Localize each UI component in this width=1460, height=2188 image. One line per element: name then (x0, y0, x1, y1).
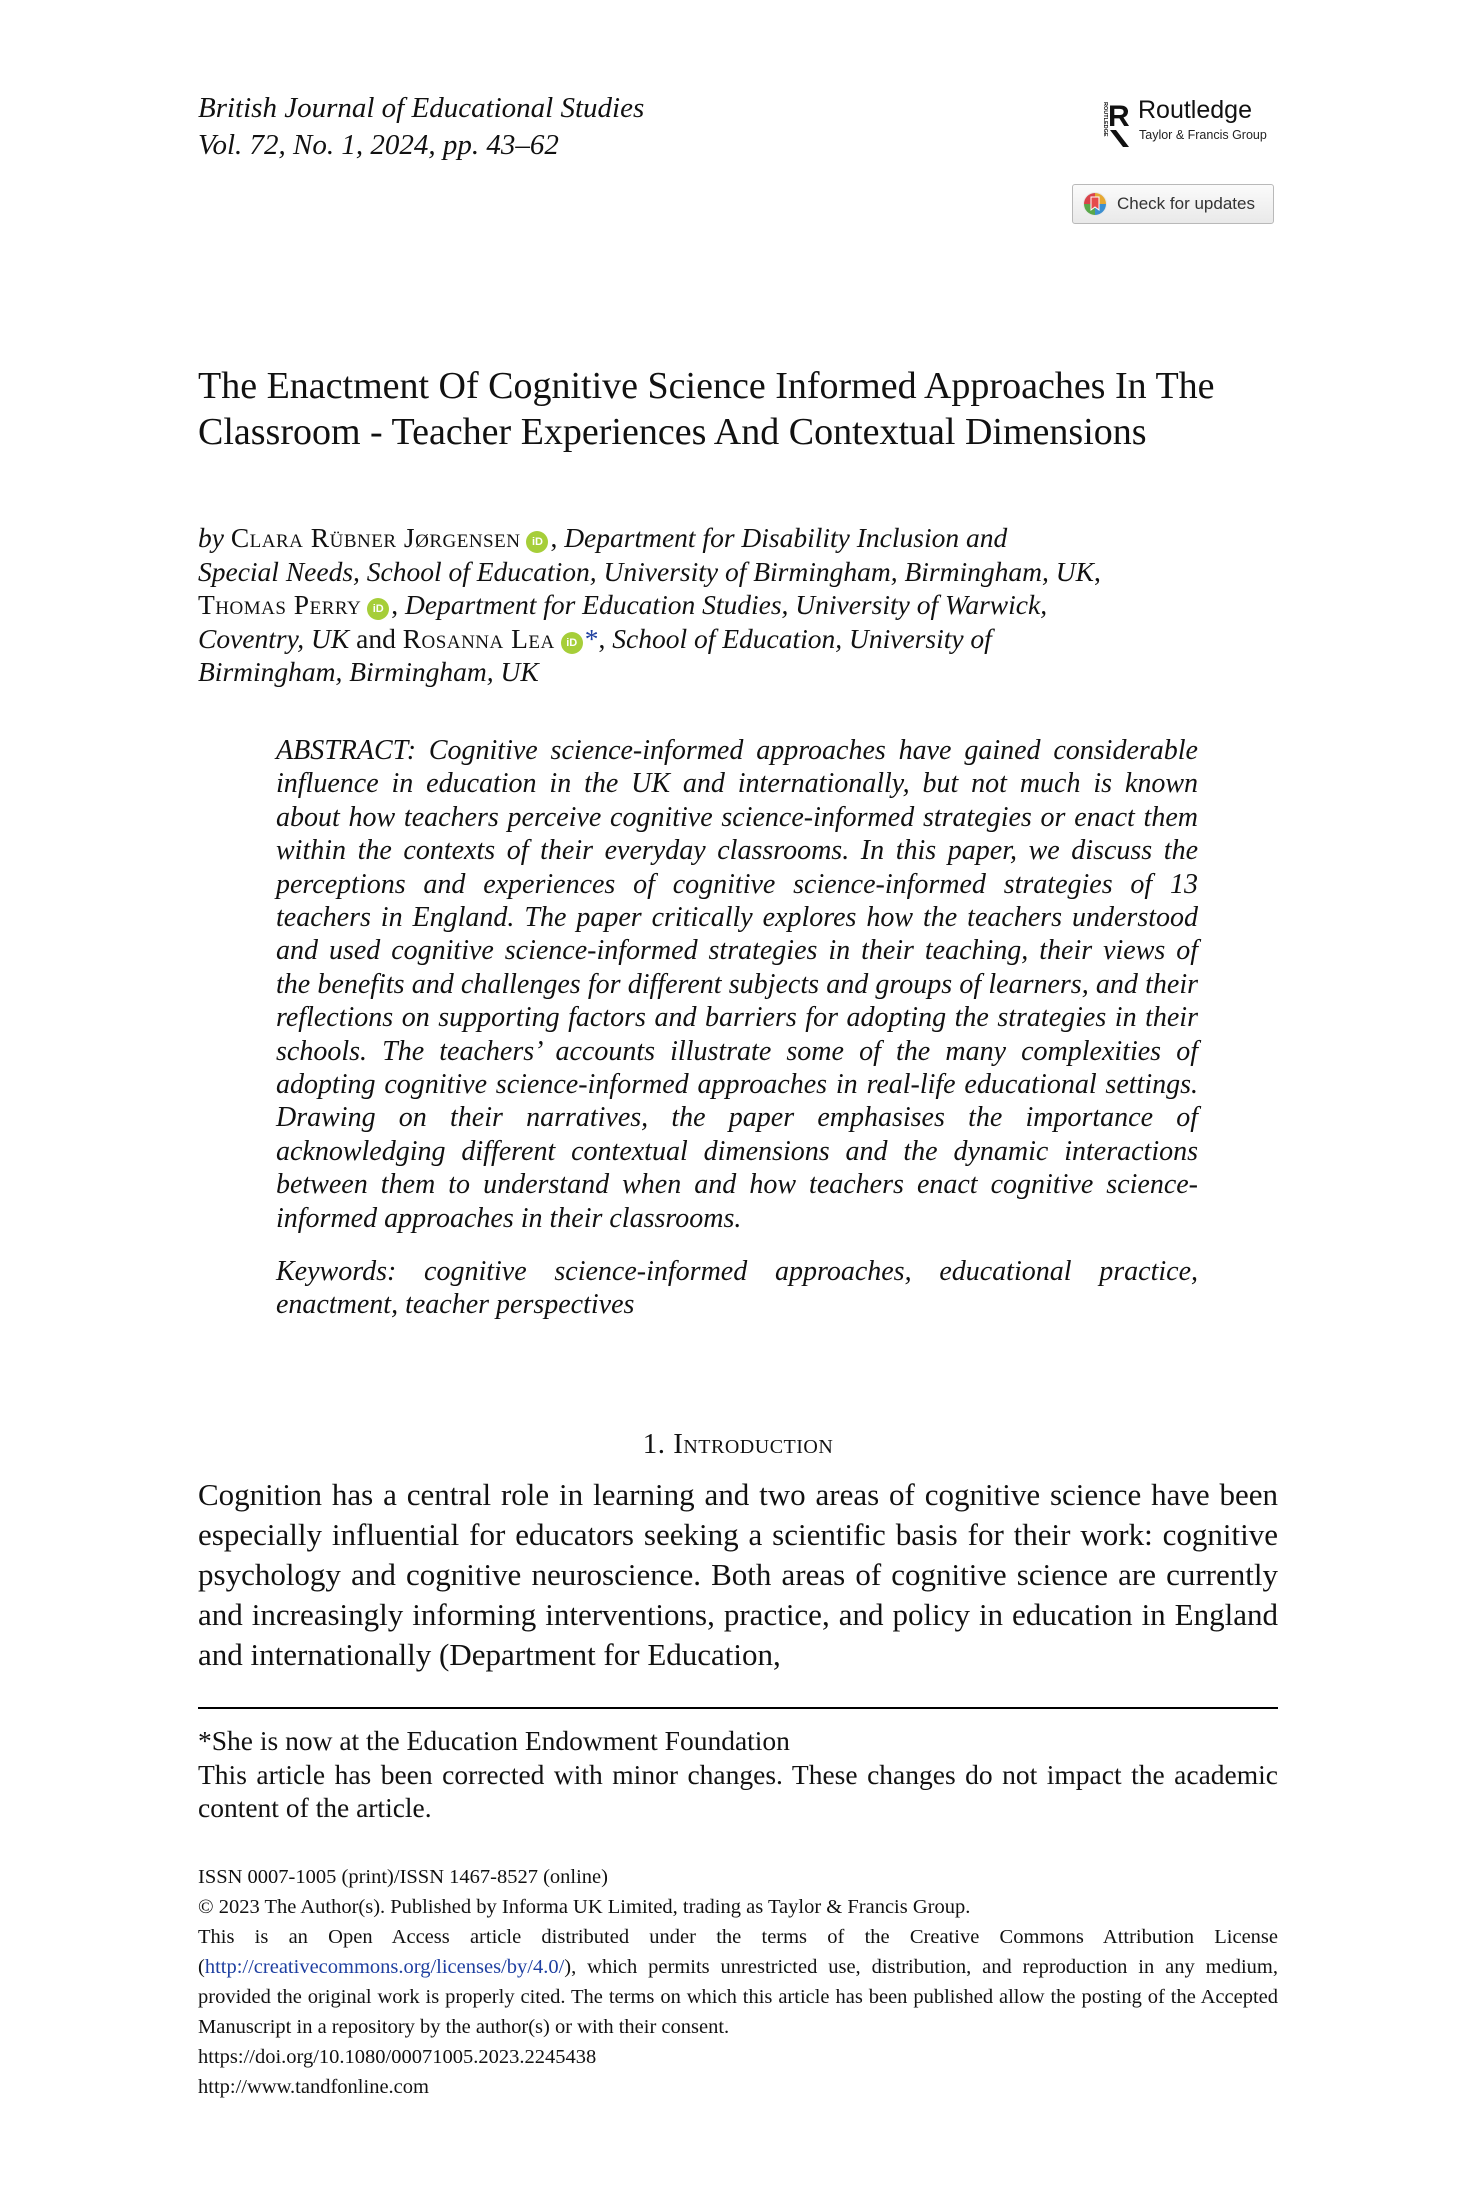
section-heading: 1. Introduction (642, 1428, 834, 1460)
footnote-2: This article has been corrected with minor changes. These changes do not impact the academic content of the article. (198, 1758, 1278, 1823)
journal-header (198, 90, 644, 164)
author-affiliation-2a: Department for Education Studies, University of Warwick, (404, 589, 1048, 620)
footnote-marker[interactable]: * (584, 622, 599, 654)
routledge-logo-icon (1096, 96, 1132, 148)
publisher-site-link[interactable]: http://www.tandfonline.com (198, 2076, 429, 2098)
footnotes (198, 1724, 1278, 1825)
license: This is an Open Access article distributed under the terms of the Creative Commons Attribution License (http://creativecommons.org/licenses/by/4.0/), which permits unrestricted use, distribution, and reproduction in any medium, provided the original work is properly cited. The terms on which this article has been published allow the posting of the Accepted Manuscript in a repository by the author(s) or with their consent. (198, 1926, 1278, 2038)
abstract: ABSTRACT: Cognitive science-informed approaches have gained considerable influence in education in the UK and internationally, but not much is known about how teachers perceive cognitive science-informed strategies or enact them within the contexts of their everyday classrooms. In this paper, we discuss the perceptions and experiences of cognitive science-informed strategies of 13 teachers in England. The paper critically explores how the teachers understood and used cognitive science-informed strategies in their teaching, their views of the benefits and challenges for different subjects and groups of learners, and their reflections on supporting factors and barriers for adopting the strategies in their schools. The teachers’ accounts illustrate some of the many complexities of adopting cognitive science-informed approaches in real-life educational settings. Drawing on their narratives, the paper emphasises the importance of acknowledging different contextual dimensions and the dynamic interactions between them to understand when and how teachers enact cognitive science-informed approaches in their classrooms. (276, 735, 1198, 1234)
by-label: by (198, 522, 224, 553)
doi-link[interactable]: https://doi.org/10.1080/00071005.2023.2245438 (198, 2046, 597, 2068)
author-name-3[interactable]: Rosanna Lea (402, 622, 555, 654)
author-affiliation-3a: School of Education, University of (612, 622, 992, 654)
footnote-divider (198, 1707, 1278, 1709)
issn: ISSN 0007-1005 (print)/ISSN 1467-8527 (online) (198, 1866, 608, 1888)
journal-name: British Journal of Educational Studies (198, 92, 645, 124)
author-affiliation-2b: Coventry, UK (198, 622, 350, 654)
svg-text:ROUTLEDGE: ROUTLEDGE (1102, 102, 1108, 137)
license-link[interactable]: http://creativecommons.org/licenses/by/4.0/ (204, 1956, 565, 1978)
intro-paragraph: Cognition has a central role in learning and two areas of cognitive science have been especially influential for educators seeking a scientific basis for their work: cognitive psychology and cognitive neuroscience. Both areas of cognitive science are currently and increasingly informing interventions, practice, and policy in education in England and internationally (Department for Education, (198, 1477, 1278, 1672)
publisher-group: Taylor & Francis Group (1139, 128, 1267, 142)
publisher-name: Routledge (1138, 96, 1252, 124)
footnote-1: *She is now at the Education Endowment Foundation (198, 1725, 790, 1756)
author-name-1[interactable]: Clara Rübner Jørgensen (230, 522, 521, 553)
check-for-updates-button[interactable] (1072, 184, 1274, 224)
publication-info (198, 1862, 1278, 2102)
publisher-logo[interactable] (1096, 96, 1276, 148)
check-for-updates-label: Check for updates (1117, 194, 1255, 213)
author-affiliation-1a: Department for Disability Inclusion and (564, 522, 1008, 553)
journal-volume: Vol. 72, No. 1, 2024, pp. 43–62 (198, 129, 559, 161)
orcid-icon[interactable]: iD (526, 531, 548, 553)
and-label: and (356, 622, 396, 654)
author-affiliation-1b: Special Needs, School of Education, University of Birmingham, Birmingham, UK (198, 555, 1094, 587)
keywords: Keywords: cognitive science-informed approaches, educational practice, enactment, teacher perspectives (276, 1256, 1198, 1321)
svg-text:R: R (1108, 100, 1130, 133)
author-affiliation-3b: Birmingham, Birmingham, UK (198, 656, 539, 687)
author-name-2[interactable]: Thomas Perry (198, 589, 362, 620)
orcid-icon[interactable]: iD (561, 632, 583, 654)
orcid-icon[interactable]: iD (367, 598, 389, 620)
copyright: © 2023 The Author(s). Published by Informa UK Limited, trading as Taylor & Francis Group. (198, 1896, 971, 1918)
author-list: by Clara Rübner Jørgensen iD , Department for Disability Inclusion and Special Needs, School of Education, University of Birmingham, Birmingham, UK, Thomas Perry iD , Department for Education Studies, University of Warwick, Coventry, UK and Rosanna Lea iD *, School of Education, University of Birmingham, Birmingham, UK (198, 522, 1101, 687)
crossmark-icon (1082, 191, 1108, 217)
article-title: The Enactment Of Cognitive Science Informed Approaches In The Classroom - Teacher Experiences And Contextual Dimensions (198, 365, 1215, 453)
